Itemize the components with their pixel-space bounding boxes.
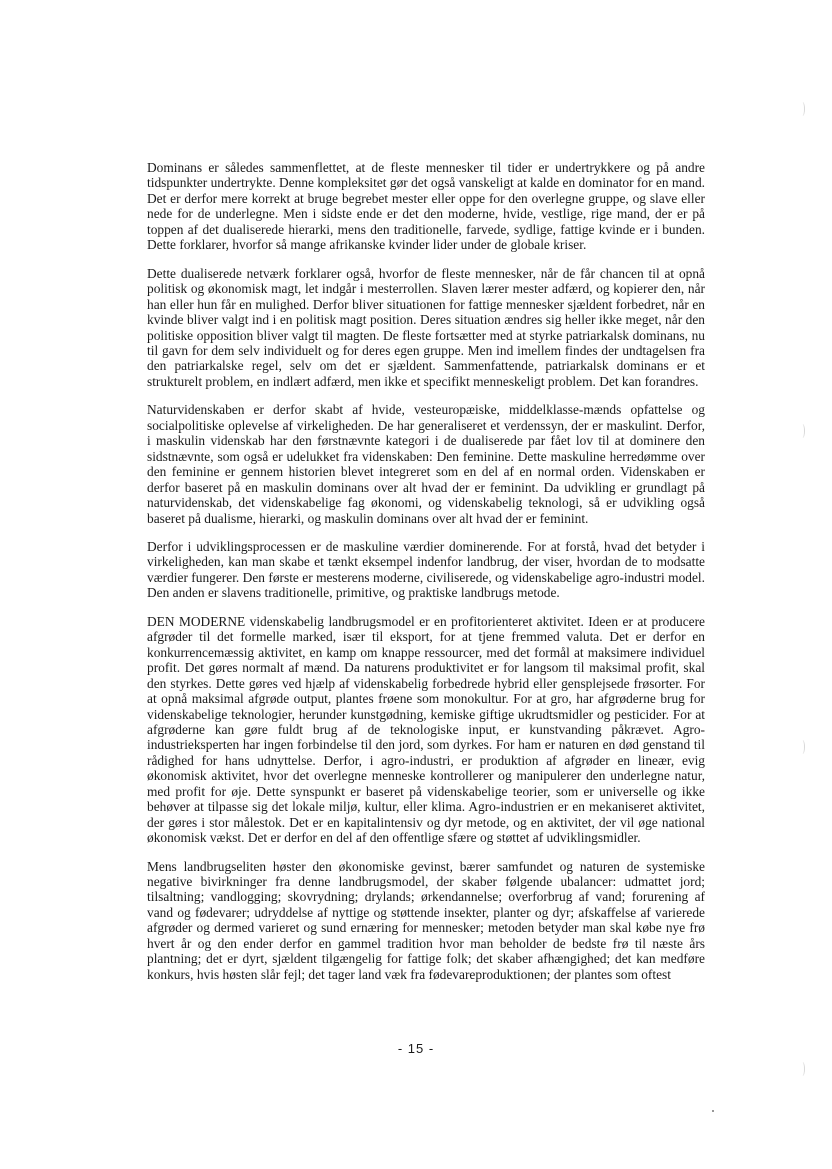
paragraph-udviklingsprocessen: Derfor i udviklingsprocessen er de maskuline værdier dominerende. For at forstå, hvad det betyder i virkeligheden, kan man skabe et tænkt eksempel indenfor landbrug, der viser, hvordan de to modsatte værdier fungerer. Den første er mesterens moderne, civiliserede, og videnskabelige agro-industri model. Den anden er slavens traditionelle, primitive, og praktiske landbrugs metode. bbox=[147, 538, 705, 601]
paragraph-dominans: Dominans er således sammenflettet, at de fleste mennesker til tider er undertrykkere og på andre tidspunkter undertrykte. Denne kompleksitet gør det også vanskeligt at kalde en dominator for en mand. Det er derfor mere korrekt at bruge begrebet mester eller oppe for den overlegne gruppe, og slave eller nede for de underlegne. Men i sidste ende er det den moderne, hvide, vestlige, rige mand, der er på toppen af det dualiserede hierarki, mens den traditionelle, farvede, sydlige, fattige kvinde er i bunden. Dette forklarer, hvorfor så mange afrikanske kvinder lider under de globale kriser. bbox=[147, 160, 705, 253]
scan-mark-decoration bbox=[800, 740, 805, 754]
paragraph-naturvidenskab: Naturvidenskaben er derfor skabt af hvide, vesteuropæiske, middelklasse-mænds opfattelse og socialpolitiske oplevelse af virkeligheden. De har generaliseret et verdenssyn, der er maskulint. Derfor, i maskulin videnskab har den førstnævnte kategori i de dualiserede par fået lov til at dominere den sidstnævnte, som også er udelukket fra videnskaben: Den feminine. Dette maskuline herredømme over den feminine er gennem historien blevet integreret som en del af en normal orden. Videnskaben er derfor baseret på en maskulin dominans over alt hvad der er feminint. Da udvikling er grundlagt på naturvidenskab, det videnskabelige fag økonomi, og videnskabelig teknologi, så er udvikling også baseret på dualisme, hierarki, og maskulin dominans over alt hvad der er feminint. bbox=[147, 402, 705, 526]
page-number: - 15 - bbox=[397, 1041, 435, 1056]
document-body bbox=[147, 160, 705, 995]
scan-mark-decoration bbox=[800, 1062, 805, 1076]
scan-mark-decoration bbox=[800, 424, 805, 438]
paragraph-moderne-landbrug: DEN MODERNE videnskabelig landbrugsmodel er en profitorienteret aktivitet. Ideen er at producere afgrøder til det formelle marked, især til eksport, for at tjene fremmed valuta. Det er derfor en konkurrencemæssig aktivitet, en kamp om knappe ressourcer, med det formål at maksimere individuel profit. Det gøres normalt af mænd. Da naturens produktivitet er for langsom til maksimal profit, skal den styrkes. Dette gøres ved hjælp af videnskabelig forbedrede hybrid eller gensplejsede frøsorter. For at opnå maksimal afgrøde output, plantes frøene som monokultur. For at gro, har afgrøderne brug for videnskabelige teknologier, herunder kunstgødning, kemiske giftige ukrudtsmidler og pesticider. For at afgrøderne kan gøre fuldt brug af de teknologiske input, er kunstvanding påkrævet. Agro-industrieksperten har ingen forbindelse til den jord, som dyrkes. For ham er naturen en død genstand til rådighed for hans udnyttelse. Derfor, i agro-industri, er produktion af afgrøder en lineær, evig økonomisk aktivitet, hvor det overlegne menneske kontrollerer og manipulerer den underlegne natur, med profit for øje. Dette synspunkt er baseret på videnskabelige teorier, som er universelle og ikke behøver at tilpasse sig det lokale miljø, kultur, eller klima. Agro-industrien er en mekaniseret aktivitet, der gøres i stor målestok. Det er en kapitalintensiv og dyr metode, og en aktivitet, der vil øge national økonomisk vækst. Det er derfor en del af den offentlige sfære og støttet af udviklingsmidler. bbox=[147, 613, 705, 846]
paragraph-landbrugseliten: Mens landbrugseliten høster den økonomiske gevinst, bærer samfundet og naturen de systemiske negative bivirkninger fra denne landbrugsmodel, der skaber følgende ubalancer: udmattet jord; tilsaltning; vandlogging; skovrydning; drylands; ørkendannelse; overforbrug af vand; forurening af vand og fødevarer; udryddelse af nyttige og støttende insekter, planter og dyr; afskaffelse af varierede afgrøder og dermed varieret og sund ernæring for mennesker; metoden betyder man skal købe nye frø hvert år og den ender derfor en gammel tradition hvor man beholder de bedste frø til næste års plantning; det er dyrt, sjældent tilgængelig for fattige folk; det skaber afhængighed; det kan medføre konkurs, hvis høsten slår fejl; det tager land væk fra fødevareproduktionen; der plantes som oftest bbox=[147, 858, 705, 982]
paragraph-netvaerk: Dette dualiserede netværk forklarer også, hvorfor de fleste mennesker, når de får chancen til at opnå politisk og økonomisk magt, let indgår i mesterrollen. Slaven lærer mester adfærd, og kopierer den, når han eller hun får en mulighed. Derfor bliver situationen for fattige mennesker sjældent forbedret, når en kvinde bliver valgt ind i en politisk magt position. Deres situation ændres sig heller ikke meget, når den politiske opposition bliver valgt til magten. De fleste fortsætter med at styrke patriarkalsk dominans, nu til gavn for dem selv individuelt og for deres egen gruppe. Men ind imellem findes der undtagelsen fra den patriarkalske regel, selv om det er sjældent. Sammenfattende, patriarkalsk dominans er et strukturelt problem, en indlært adfærd, men ikke et specifikt menneskeligt problem. Det kan forandres. bbox=[147, 265, 705, 389]
scan-dot-decoration bbox=[712, 1110, 714, 1112]
scan-mark-decoration bbox=[800, 102, 805, 116]
